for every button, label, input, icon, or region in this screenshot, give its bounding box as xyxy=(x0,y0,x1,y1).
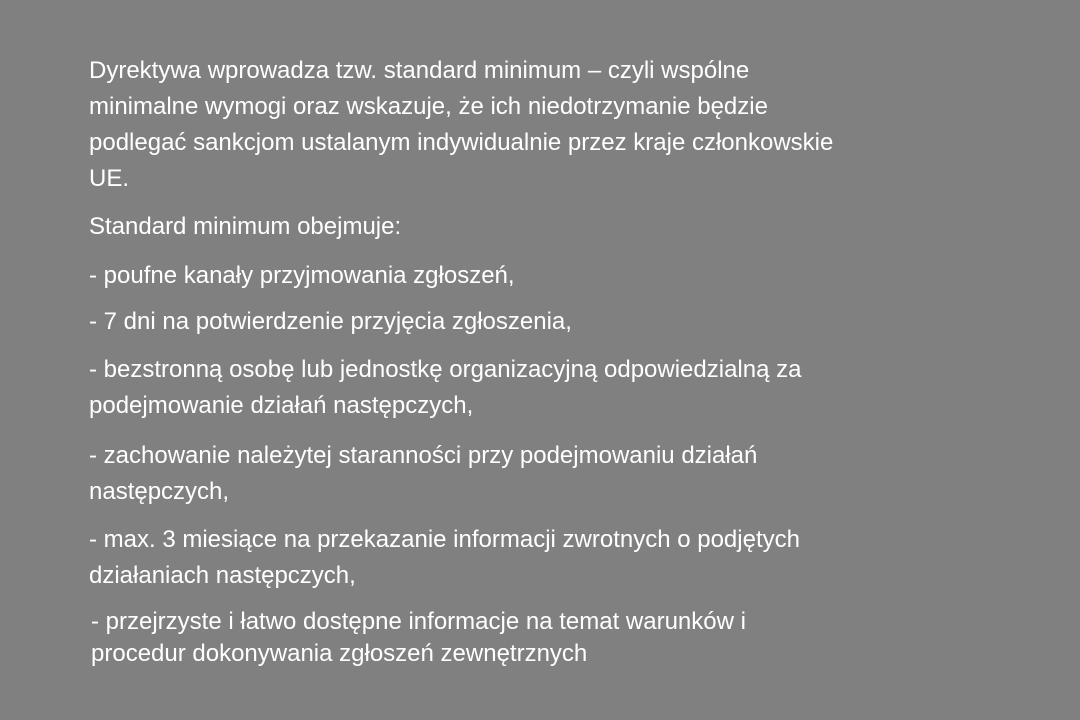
list-item: - przejrzyste i łatwo dostępne informacje na temat warunków i procedur dokonywania zgłoszeń zewnętrznych xyxy=(91,608,746,667)
list-item: - zachowanie należytej staranności przy podejmowaniu działań następczych, xyxy=(89,442,758,505)
lead-paragraph: Standard minimum obejmuje: xyxy=(89,213,402,240)
list-item: - poufne kanały przyjmowania zgłoszeń, xyxy=(89,262,515,289)
list-item: - max. 3 miesiące na przekazanie informacji zwrotnych o podjętych działaniach następczych, xyxy=(89,526,800,589)
intro-paragraph: Dyrektywa wprowadza tzw. standard minimum – czyli wspólne minimalne wymogi oraz wskazuje, że ich niedotrzymanie będzie podlegać sankcjom ustalanym indywidualnie przez kraje członkowskie UE. xyxy=(89,57,834,192)
slide-content xyxy=(89,53,989,670)
list-item: - bezstronną osobę lub jednostkę organizacyjną odpowiedzialną za podejmowanie działań następczych, xyxy=(89,356,802,419)
list-item: - 7 dni na potwierdzenie przyjęcia zgłoszenia, xyxy=(89,308,572,335)
